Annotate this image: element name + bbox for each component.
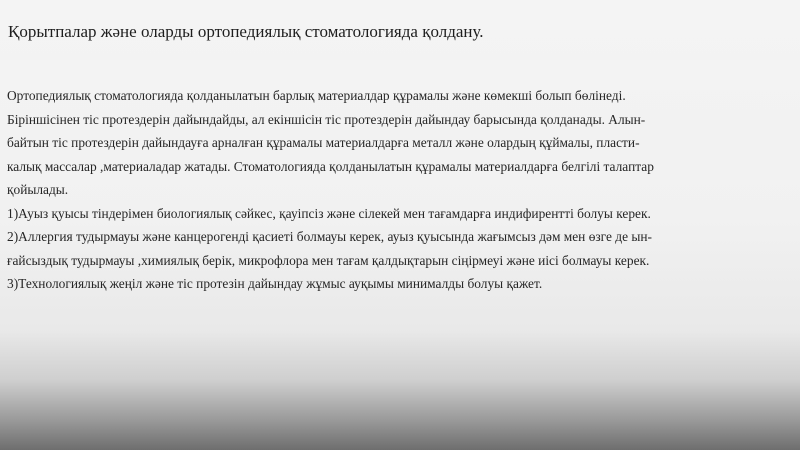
requirement-3: 3)Технологиялық жеңіл және тіс протезін дайындау жұмыс ауқымы минималды болуы қажет.: [7, 276, 543, 291]
body-line: қойылады.: [7, 182, 69, 197]
slide-body: [7, 84, 777, 296]
requirement-2: 2)Аллергия тудырмауы және канцерогенді қасиеті болмауы керек, ауыз қуысында жағымсыз дәм мен өзге де ын-: [7, 229, 653, 244]
requirement-1: 1)Ауыз қуысы тіндерімен биологиялық сәйкес, қауіпсіз және сілекей мен тағамдарға индифирентті болуы керек.: [7, 205, 651, 221]
slide-title: Қорытпалар және оларды ортопедиялық стоматологияда қолдану.: [8, 22, 484, 41]
body-line: байтын тіс протездерін дайындауға арналған құрамалы материалдарға металл және олардың құймалы, пласти-: [7, 135, 640, 150]
requirement-2-continued: ғайсыздық тудырмауы ,химиялық берік, микрофлора мен тағам қалдықтарын сіңірмеуі және иісі болмауы керек.: [7, 252, 650, 268]
body-line: Біріншісінен тіс протездерін дайындайды, ал екіншісін тіс протездерін дайындау барысында қолданады. Алын-: [7, 111, 646, 127]
body-line: калық массалар ,материаладар жатады. Стоматологияда қолданылатын құрамалы материалдарға белгілі талаптар: [7, 158, 654, 174]
body-line: Ортопедиялық стоматологияда қолданылатын барлық материалдар құрамалы және көмекші болып бөлінеді.: [7, 88, 626, 103]
